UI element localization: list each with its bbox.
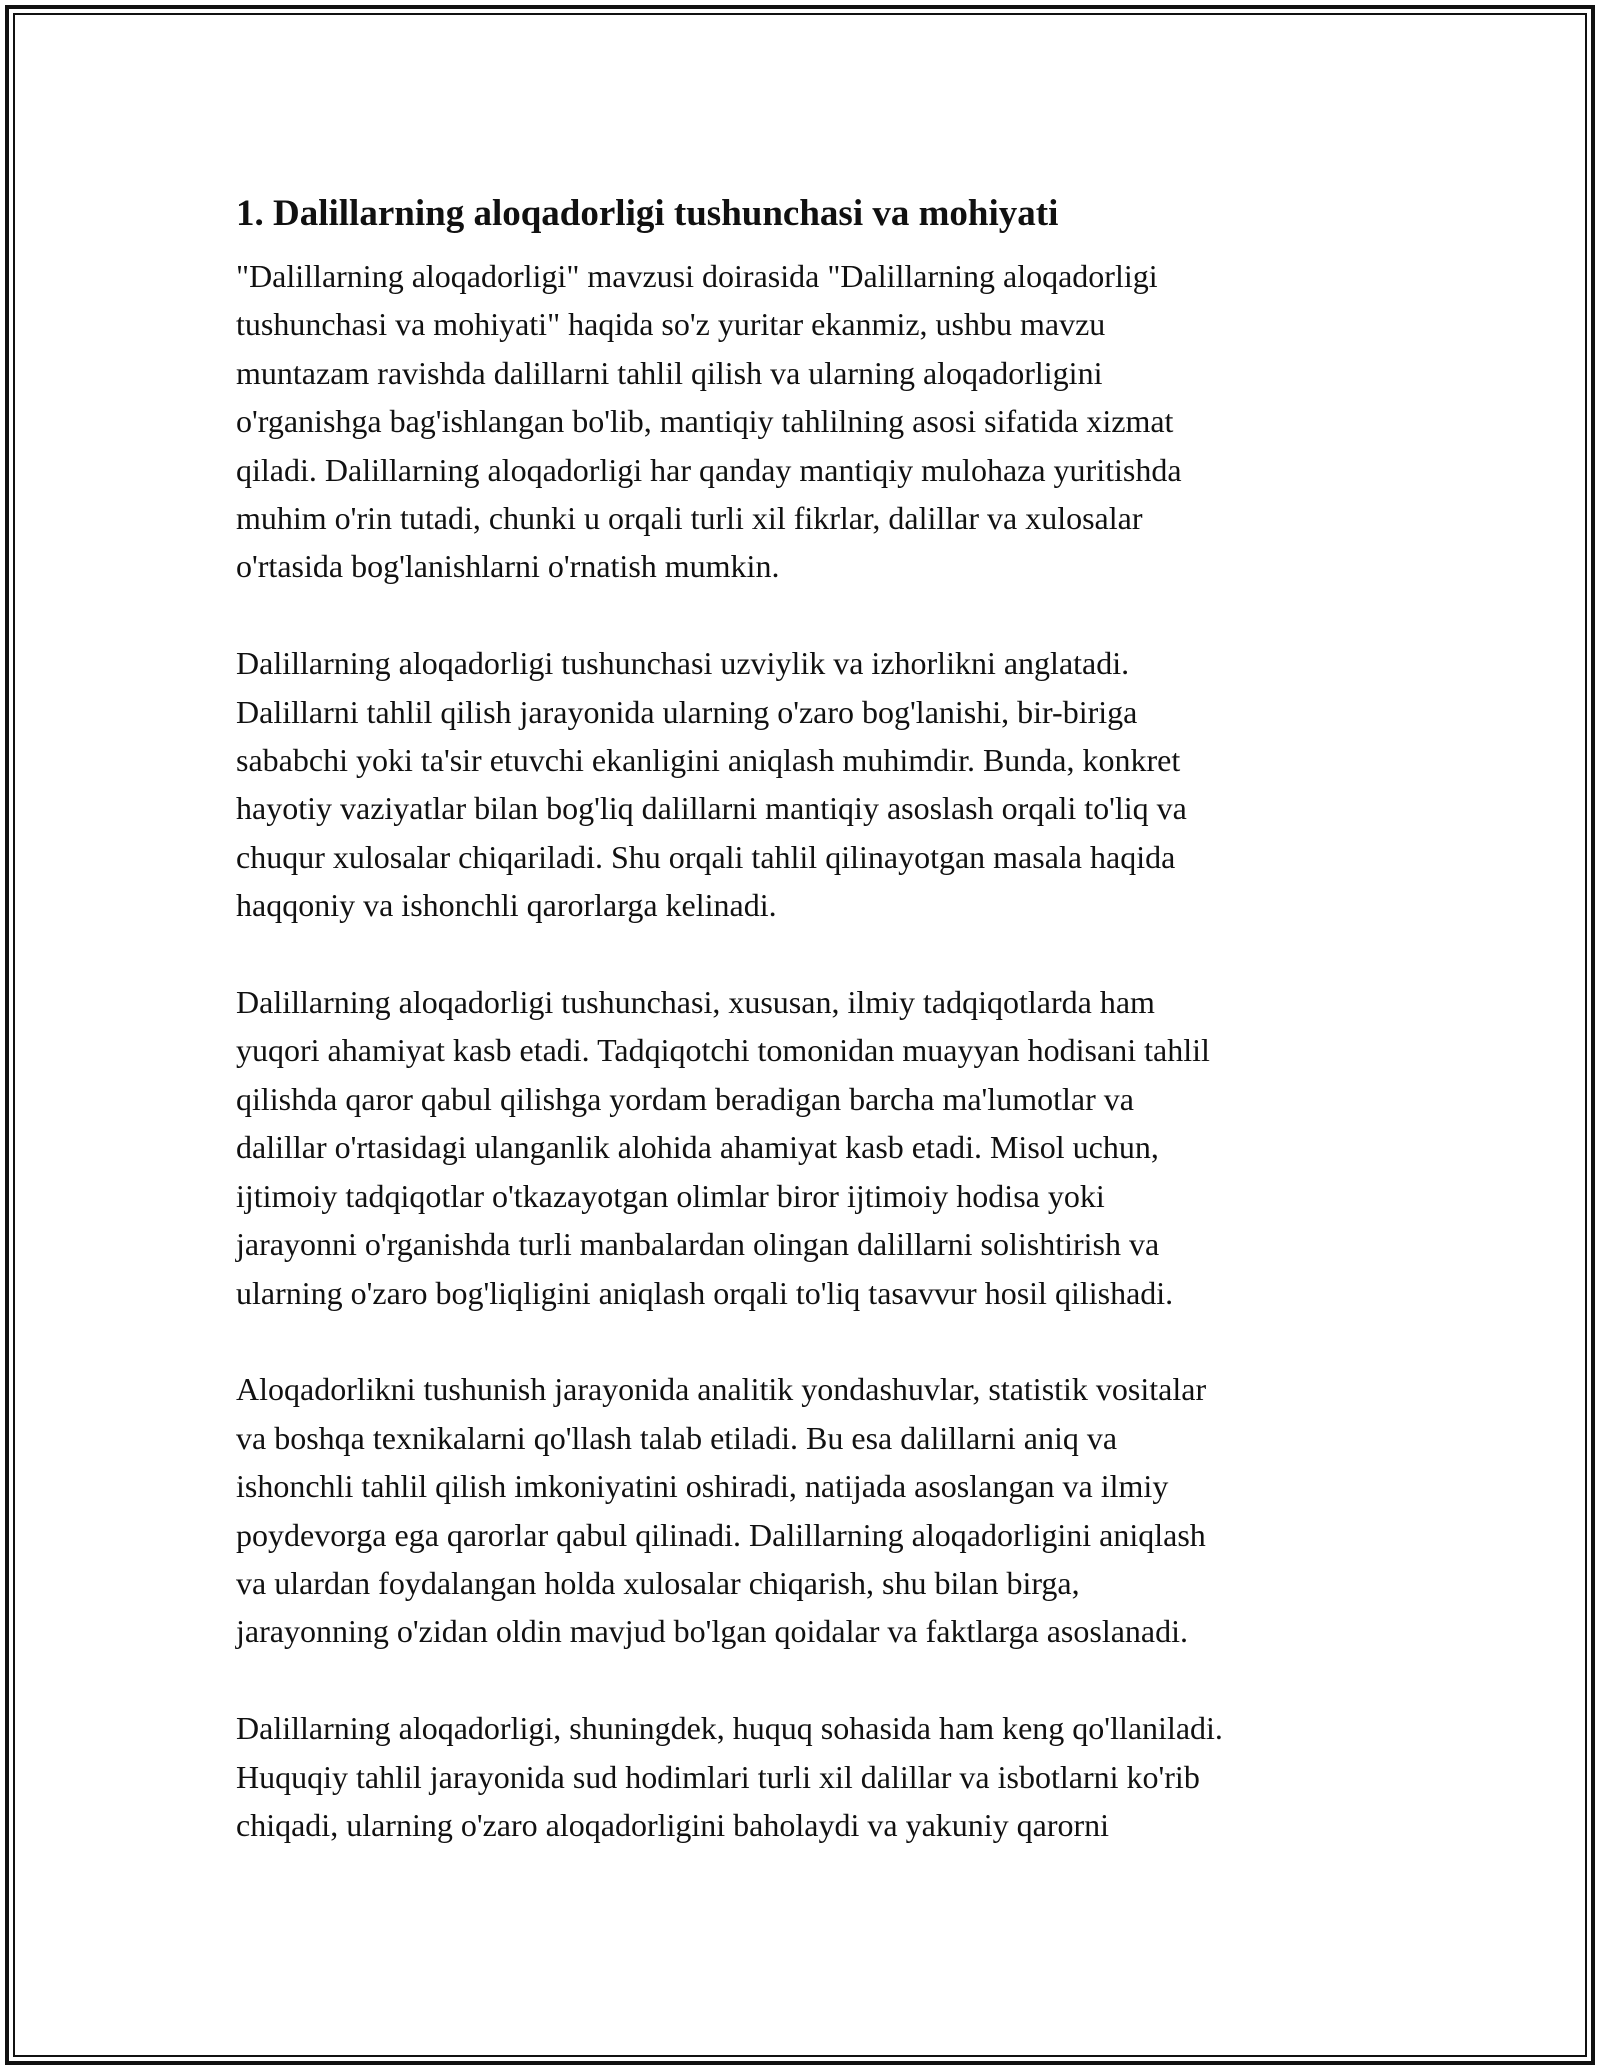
text-line: tushunchasi va mohiyati" haqida so'z yuritar ekanmiz, ushbu mavzu [236, 306, 1106, 343]
text-line: ularning o'zaro bog'liqligini aniqlash orqali to'liq tasavvur hosil qilishadi. [236, 1274, 1174, 1311]
text-line: Huquqiy tahlil jarayonida sud hodimlari turli xil dalillar va isbotlarni ko'rib [236, 1758, 1200, 1795]
text-line: Dalillarni tahlil qilish jarayonida ularning o'zaro bog'lanishi, bir-biriga [236, 693, 1138, 730]
text-line: sababchi yoki ta'sir etuvchi ekanligini aniqlash muhimdir. Bunda, konkret [236, 742, 1181, 779]
paragraph-5 [236, 1704, 1376, 1849]
text-line: "Dalillarning aloqadorligi" mavzusi doirasida "Dalillarning aloqadorligi [236, 258, 1158, 294]
text-line: chuqur xulosalar chiqariladi. Shu orqali tahlil qilinayotgan masala haqida [236, 838, 1176, 875]
text-line: Dalillarning aloqadorligi, shuningdek, huquq sohasida ham keng qo'llaniladi. [236, 1710, 1223, 1747]
text-line: dalillar o'rtasidagi ulanganlik alohida ahamiyat kasb etadi. Misol uchun, [236, 1129, 1159, 1166]
text-line: Aloqadorlikni tushunish jarayonida analitik yondashuvlar, statistik vositalar [236, 1371, 1207, 1408]
text-line: muntazam ravishda dalillarni tahlil qilish va ularning aloqadorligini [236, 354, 1103, 391]
text-line: yuqori ahamiyat kasb etadi. Tadqiqotchi tomonidan muayyan hodisani tahlil [236, 1032, 1210, 1069]
text-line: va boshqa texnikalarni qo'llash talab etiladi. Bu esa dalillarni aniq va [236, 1419, 1118, 1456]
text-line: chiqadi, ularning o'zaro aloqadorligini baholaydi va yakuniy qarorni [236, 1806, 1110, 1843]
paragraph-2 [236, 639, 1376, 929]
paragraph-1 [236, 252, 1376, 591]
text-line: jarayonni o'rganishda turli manbalardan olingan dalillarni solishtirish va [236, 1226, 1160, 1263]
text-line: hayotiy vaziyatlar bilan bog'liq dalillarni mantiqiy asoslash orqali to'liq va [236, 790, 1187, 827]
text-line: Dalillarning aloqadorligi tushunchasi, xususan, ilmiy tadqiqotlarda ham [236, 984, 1155, 1021]
paragraph-3 [236, 978, 1376, 1317]
text-line: o'rtasida bog'lanishlarni o'rnatish mumkin. [236, 548, 780, 585]
text-line: Dalillarning aloqadorligi tushunchasi uzviylik va izhorlikni anglatadi. [236, 645, 1130, 682]
text-line: va ulardan foydalangan holda xulosalar chiqarish, shu bilan birga, [236, 1564, 1080, 1601]
text-line: haqqoniy va ishonchli qarorlarga kelinadi. [236, 887, 777, 924]
text-line: jarayonning o'zidan oldin mavjud bo'lgan qoidalar va faktlarga asoslanadi. [236, 1613, 1188, 1650]
text-line: ishonchli tahlil qilish imkoniyatini oshiradi, natijada asoslangan va ilmiy [236, 1468, 1169, 1505]
document-body [236, 186, 1376, 1898]
text-line: muhim o'rin tutadi, chunki u orqali turli xil fikrlar, dalillar va xulosalar [236, 500, 1143, 537]
text-line: o'rganishga bag'ishlangan bo'lib, mantiqiy tahlilning asosi sifatida xizmat [236, 403, 1174, 440]
text-line: poydevorga ega qarorlar qabul qilinadi. Dalillarning aloqadorligini aniqlash [236, 1516, 1206, 1553]
text-line: qiladi. Dalillarning aloqadorligi har qanday mantiqiy mulohaza yuritishda [236, 451, 1182, 488]
text-line: qilishda qaror qabul qilishga yordam beradigan barcha ma'lumotlar va [236, 1080, 1134, 1117]
paragraph-4 [236, 1365, 1376, 1655]
text-line: ijtimoiy tadqiqotlar o'tkazayotgan olimlar biror ijtimoiy hodisa yoki [236, 1177, 1105, 1214]
section-heading: 1. Dalillarning aloqadorligi tushunchasi va mohiyati [236, 193, 1059, 234]
